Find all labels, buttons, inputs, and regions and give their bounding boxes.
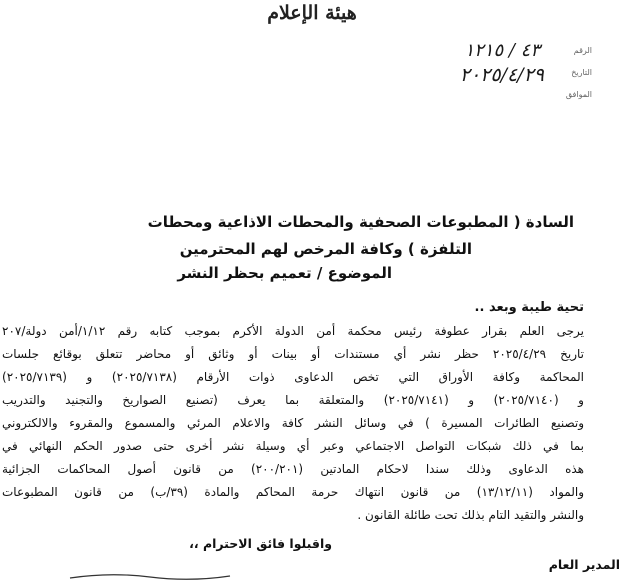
subject-line: الموضوع / تعميم بحظر النشر bbox=[177, 264, 392, 282]
body-line: يرجى العلم بقرار عطوفة رئيس محكمة أمن الدولة الأكرم بموجب كتابه رقم ١/١٢/أمن دولة/٢٠٧ bbox=[2, 324, 584, 338]
body-line: تاريخ ٢٠٢٥/٤/٢٩ حظر نشر أي مستندات أو بينات أو وثائق أو محاضر تتعلق بوقائع جلسات bbox=[2, 347, 584, 361]
signature-stroke bbox=[0, 570, 622, 580]
body-line: والمواد (١٣/١٢/١١) من قانون انتهاك حرمة المحاكم والمادة (٣٩/ب) من قانون المطبوعات bbox=[2, 485, 584, 499]
letterhead-logo: هيئة الإعلام bbox=[267, 2, 357, 24]
greeting: تحية طيبة وبعد .. bbox=[474, 300, 584, 315]
body-line: و (٢٠٢٥/٧١٤٠) و (٢٠٢٥/٧١٤١) والمتعلقة بما يعرف (تصنيع الصواريخ والتجنيد والتدريب bbox=[2, 393, 584, 407]
addressee-line-2: التلفزة ) وكافة المرخص لهم المحترمين bbox=[179, 240, 472, 258]
reference-block bbox=[332, 40, 592, 106]
body-line: وتصنيع الطائرات المسيرة ) في وسائل النشر كافة والاعلام المرئي والمسموع والمقروء والالكتروني bbox=[2, 416, 584, 430]
body-line: بما في ذلك شبكات التواصل الاجتماعي وعبر أي وسيلة نشر أخرى حتى صدور الحكم النهائي في bbox=[2, 439, 584, 453]
date-row bbox=[332, 62, 592, 84]
date-label: التاريخ bbox=[571, 68, 592, 77]
reference-number-row bbox=[332, 40, 592, 62]
number-value: ٤٣ / ١٢١٥ bbox=[464, 40, 540, 61]
signer-title: المدير العام bbox=[548, 557, 620, 572]
date-value: ٢٠٢٥/٤/٢٩ bbox=[459, 64, 544, 86]
closing-salutation: واقبلوا فائق الاحترام ،، bbox=[189, 536, 332, 551]
body-line: المحاكمة وكافة الأوراق التي تخص الدعاوى ذوات الأرقام (٢٠٢٥/٧١٣٨) و (٢٠٢٥/٧١٣٩) bbox=[2, 370, 584, 384]
corresponding-label: الموافق bbox=[565, 90, 592, 99]
number-label: الرقم bbox=[573, 46, 592, 55]
addressee-line-1: السادة ( المطبوعات الصحفية والمحطات الاذاعية ومحطات bbox=[147, 213, 574, 231]
body-line: هذه الدعاوى وذلك سندا لاحكام المادتين (٢٠٠/٢٠١) من قانون أصول المحاكمات الجزائية bbox=[2, 462, 584, 476]
letter-body bbox=[2, 320, 584, 527]
corresponding-row bbox=[332, 84, 592, 106]
body-line: والنشر والتقيد التام بذلك تحت طائلة القانون . bbox=[357, 508, 584, 522]
